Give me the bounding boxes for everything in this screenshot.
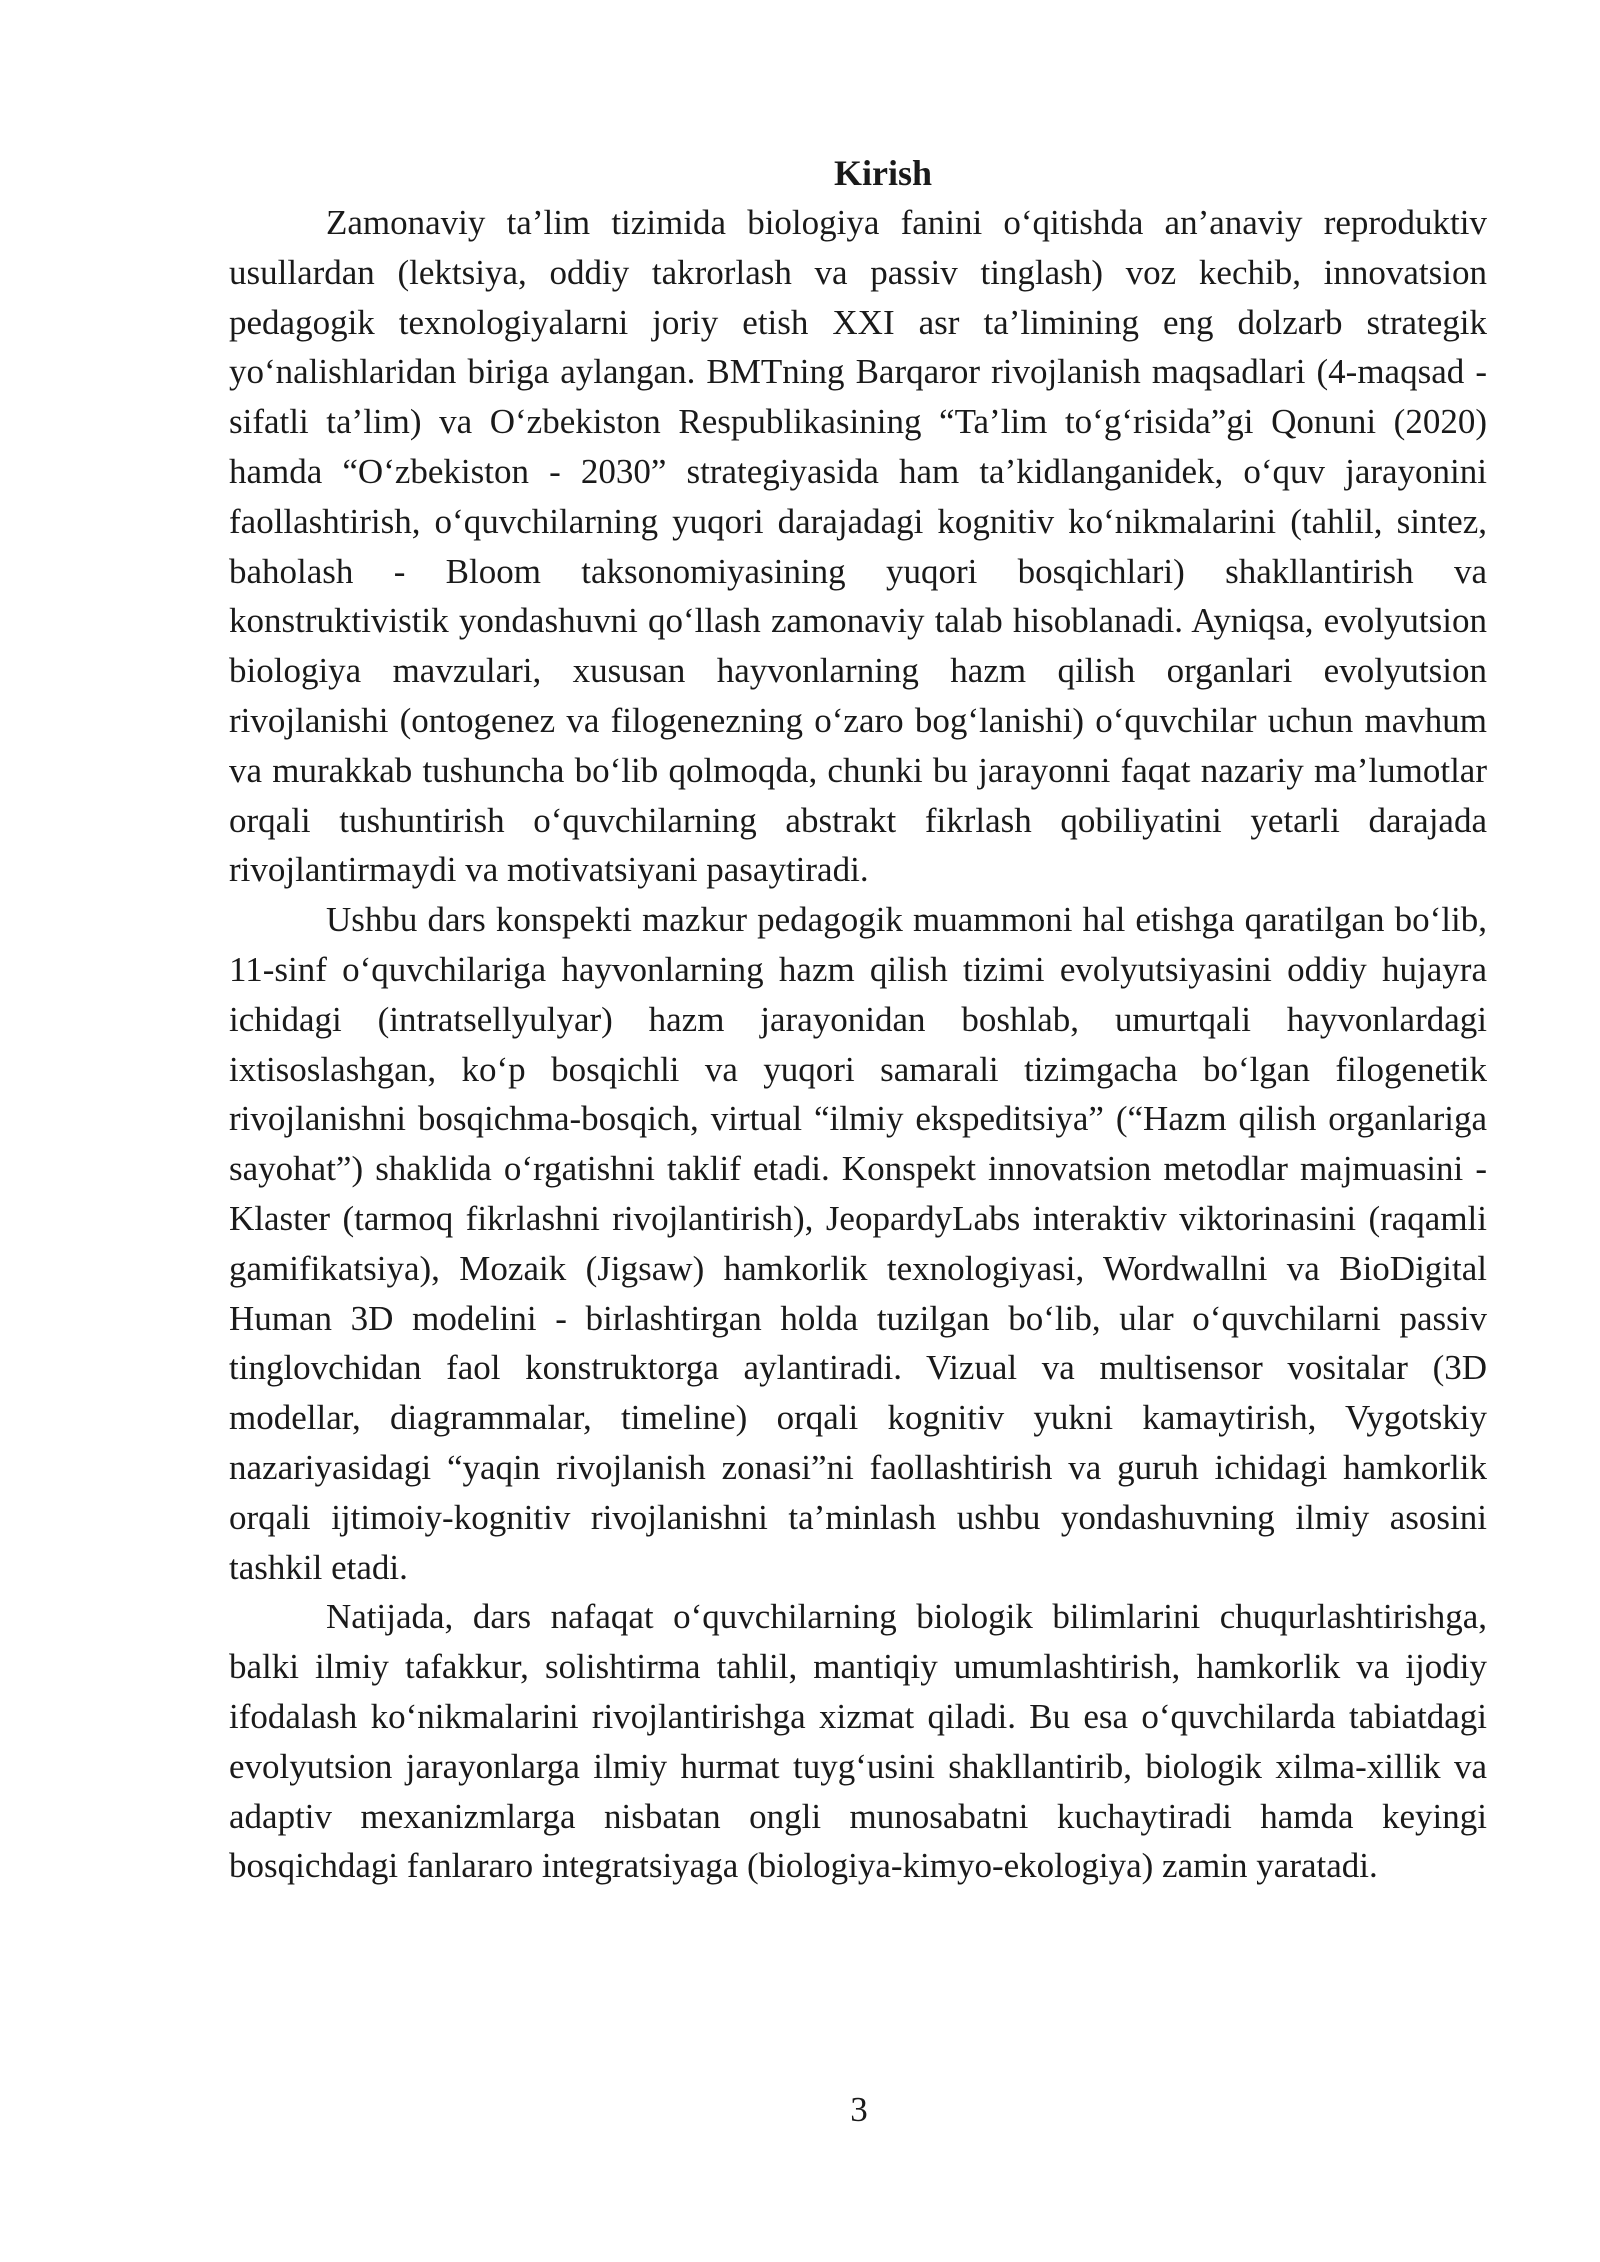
paragraph-2: Ushbu dars konspekti mazkur pedagogik muammoni hal etishga qaratilgan bo‘lib, 11-sinf o‘quvchilariga hayvonlarning hazm qilish tizimi evolyutsiyasini oddiy hujayra ichidagi (intratsellyulyar) hazm jarayonidan boshlab, umurtqali hayvonlardagi ixtisoslashgan, ko‘p bosqichli va yuqori samarali tizimgacha bo‘lgan filogenetik rivojlanishni bosqichma-bosqich, virtual “ilmiy ekspeditsiya” (“Hazm qilish organlariga sayohat”) shaklida o‘rgatishni taklif etadi. Konspekt innovatsion metodlar majmuasini - Klaster (tarmoq fikrlashni rivojlantirish), JeopardyLabs interaktiv viktorinasini (raqamli gamifikatsiya), Mozaik (Jigsaw) hamkorlik texnologiyasi, Wordwallni va BioDigital Human 3D modelini - birlashtirgan holda tuzilgan bo‘lib, ular o‘quvchilarni passiv tinglovchidan faol konstruktorga aylantiradi. Vizual va multisensor vositalar (3D modellar, diagrammalar, timeline) orqali kognitiv yukni kamaytirish, Vygotskiy nazariyasidagi “yaqin rivojlanish zonasi”ni faollashtirish va guruh ichidagi hamkorlik orqali ijtimoiy-kognitiv rivojlanishni ta’minlash ushbu yondashuvning ilmiy asosini tashkil etadi. — [229, 900, 1487, 1587]
section-title: Kirish — [833, 153, 932, 193]
paragraph-3: Natijada, dars nafaqat o‘quvchilarning biologik bilimlarini chuqurlashtirishga, balki ilmiy tafakkur, solishtirma tahlil, mantiqiy umumlashtirish, hamkorlik va ijodiy ifodalash ko‘nikmalarini rivojlantirishga xizmat qiladi. Bu esa o‘quvchilarda tabiatdagi evolyutsion jarayonlarga ilmiy hurmat tuyg‘usini shakllantirib, biologik xilma-xillik va adaptiv mexanizmlarga nisbatan ongli munosabatni kuchaytiradi hamda keyingi bosqichdagi fanlararo integratsiyaga (biologiya-kimyo-ekologiya) zamin yaratadi. — [229, 1597, 1487, 1886]
page-number: 3 — [850, 2090, 868, 2129]
page-content — [229, 148, 1487, 1891]
paragraph-1: Zamonaviy ta’lim tizimida biologiya fanini o‘qitishda an’anaviy reproduktiv usullardan (lektsiya, oddiy takrorlash va passiv tinglash) voz kechib, innovatsion pedagogik texnologiyalarni joriy etish XXI asr ta’limining eng dolzarb strategik yo‘nalishlaridan biriga aylangan. BMTning Barqaror rivojlanish maqsadlari (4-maqsad - sifatli ta’lim) va O‘zbekiston Respublikasining “Ta’lim to‘g‘risida”gi Qonuni (2020) hamda “O‘zbekiston - 2030” strategiyasida ham ta’kidlanganidek, o‘quv jarayonini faollashtirish, o‘quvchilarning yuqori darajadagi kognitiv ko‘nikmalarini (tahlil, sintez, baholash - Bloom taksonomiyasining yuqori bosqichlari) shakllantirish va konstruktivistik yondashuvni qo‘llash zamonaviy talab hisoblanadi. Ayniqsa, evolyutsion biologiya mavzulari, xususan hayvonlarning hazm qilish organlari evolyutsion rivojlanishi (ontogenez va filogenezning o‘zaro bog‘lanishi) o‘quvchilar uchun mavhum va murakkab tushuncha bo‘lib qolmoqda, chunki bu jarayonni faqat nazariy ma’lumotlar orqali tushuntirish o‘quvchilarning abstrakt fikrlash qobiliyatini yetarli darajada rivojlantirmaydi va motivatsiyani pasaytiradi. — [229, 203, 1487, 890]
